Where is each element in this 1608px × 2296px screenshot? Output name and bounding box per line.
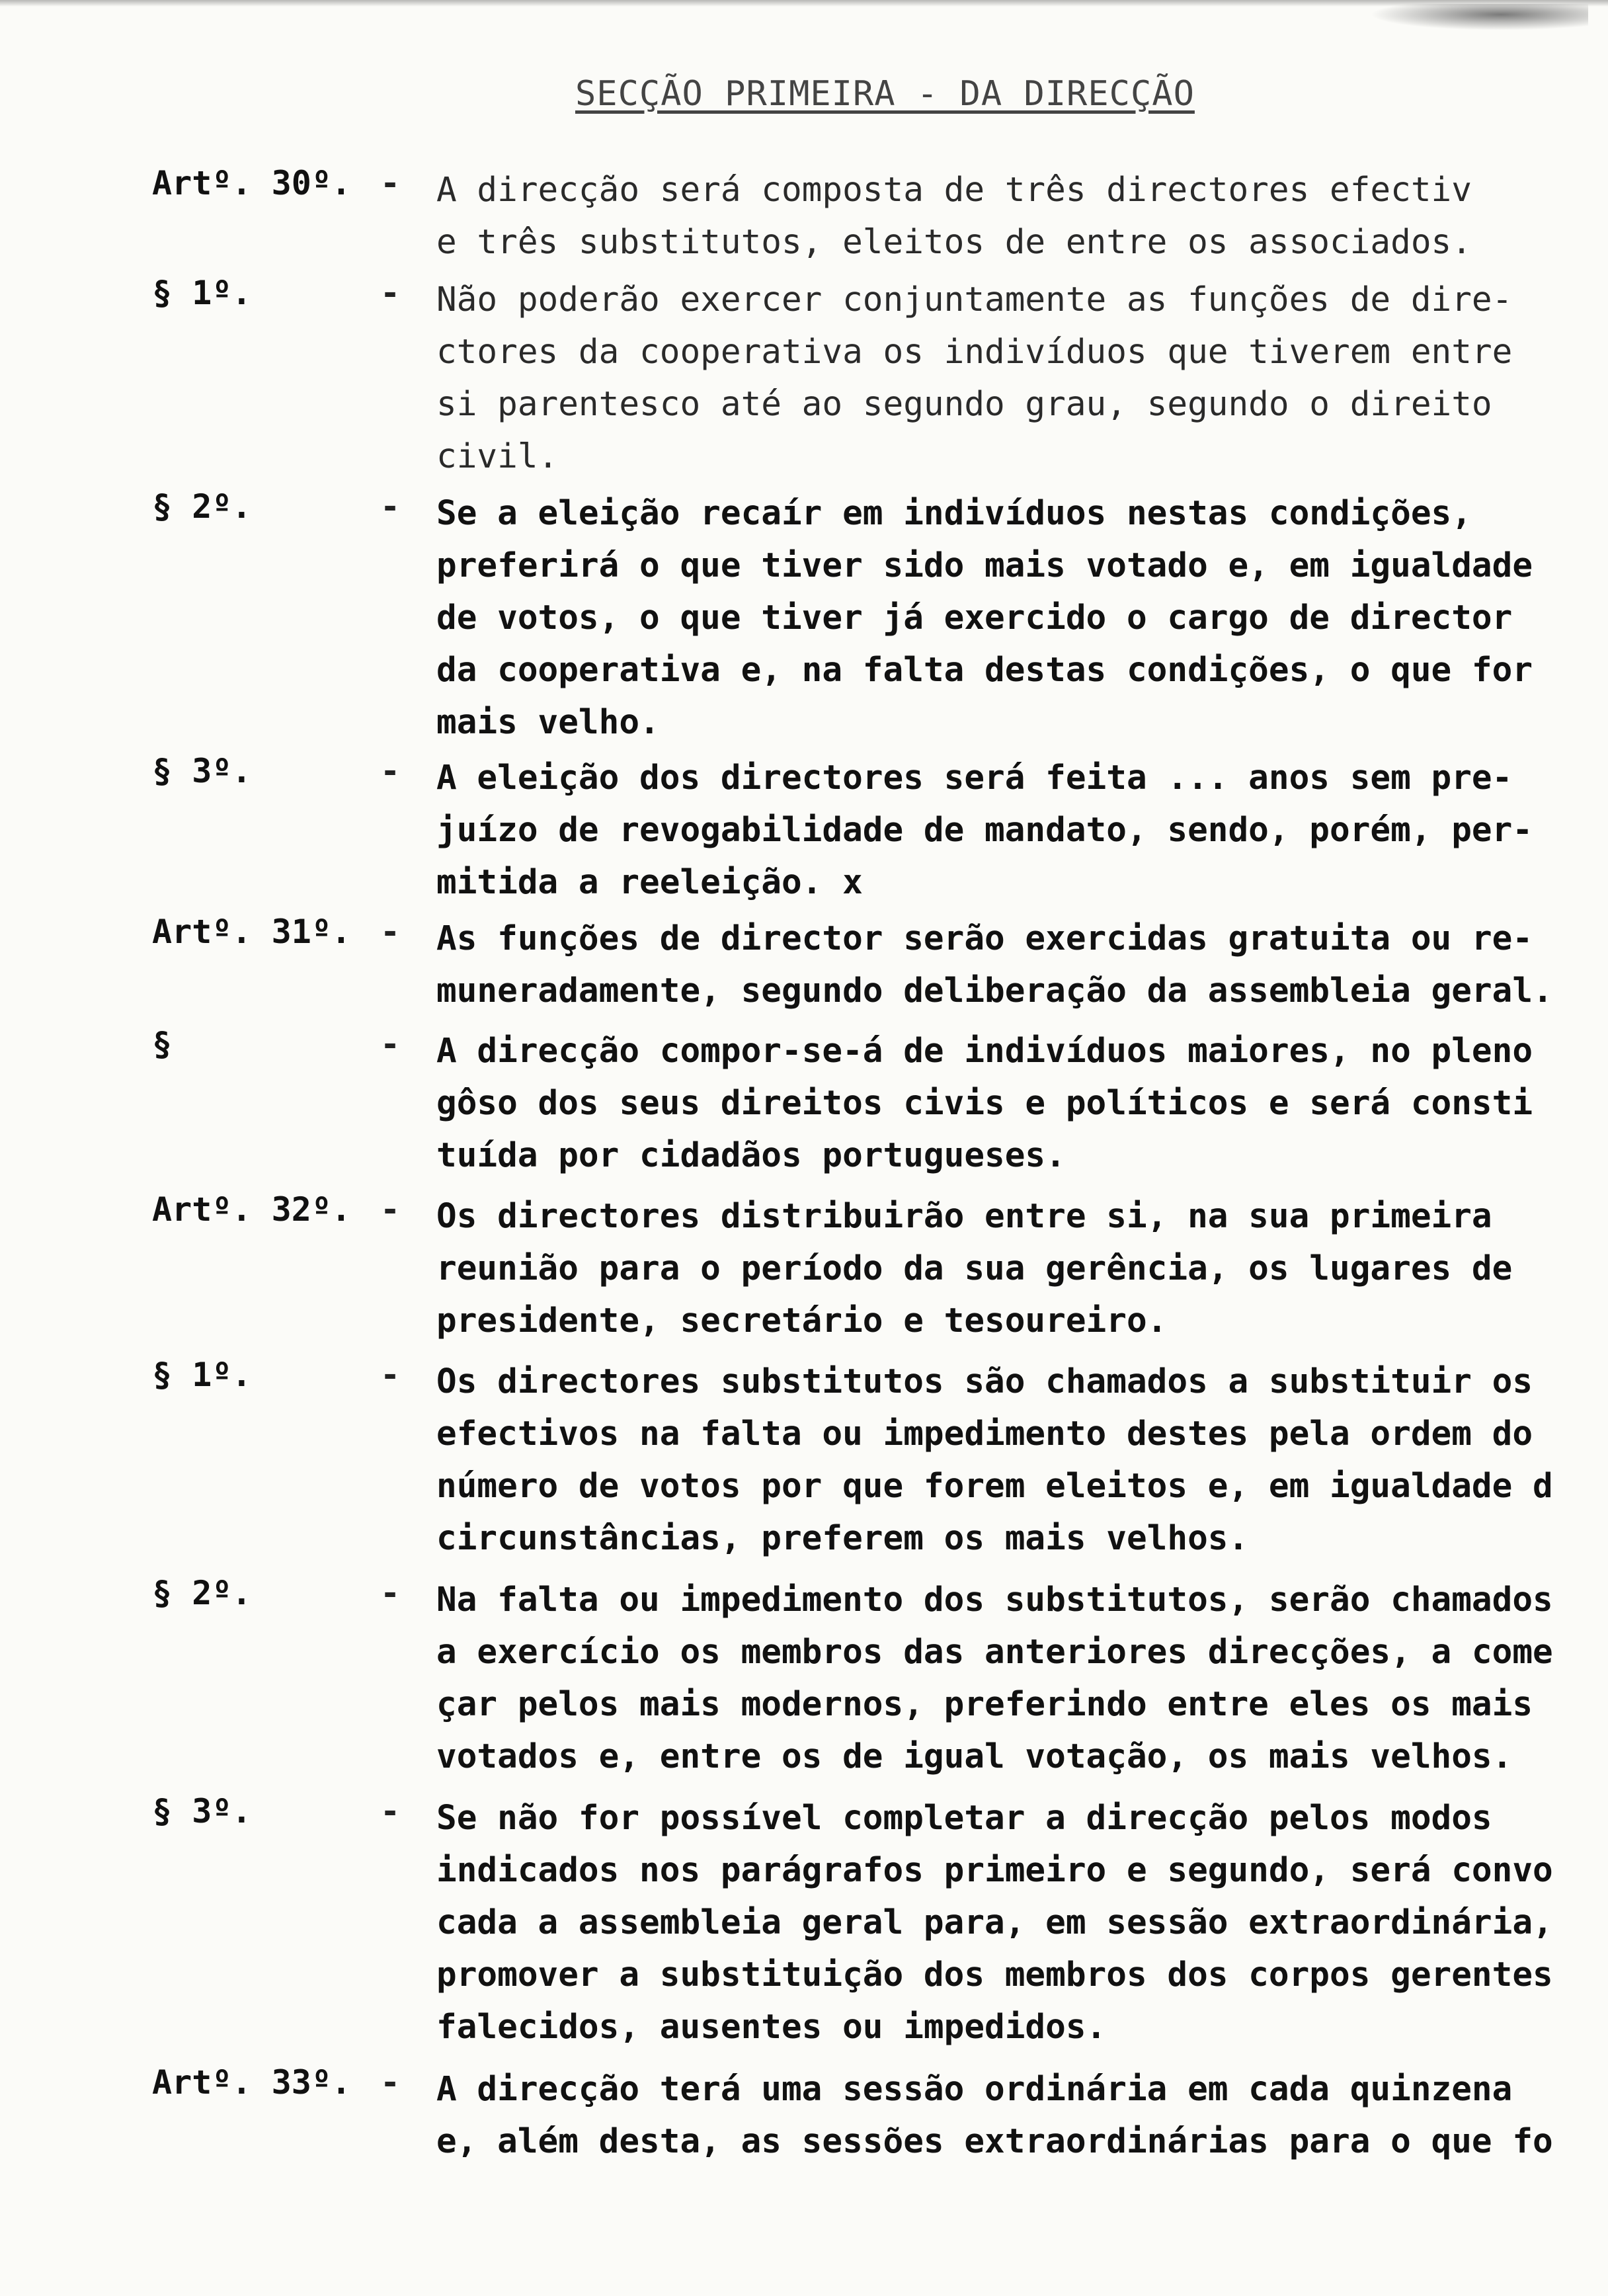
entry-text (436, 487, 1574, 749)
scan-top-edge (0, 0, 1608, 7)
text-line: muneradamente, segundo deliberação da assembleia geral. (436, 971, 1553, 1010)
entry-text (436, 1356, 1574, 1565)
text-line: civil. (436, 437, 559, 476)
text-line: número de votos por que forem eleitos e, em igualdade d (436, 1467, 1553, 1506)
entry-label: § 3º. (152, 1792, 252, 1830)
entry-dash: - (380, 752, 401, 790)
text-line: e três substitutos, eleitos de entre os associados. (436, 223, 1472, 262)
text-line: gôso dos seus direitos civis e políticos e será consti (436, 1084, 1533, 1123)
text-line: Os directores substitutos são chamados a substituir os (436, 1362, 1533, 1401)
entry-dash: - (380, 1190, 401, 1229)
text-line: çar pelos mais modernos, preferindo entre eles os mais (436, 1685, 1533, 1724)
entry-label: Artº. 31º. (152, 913, 352, 951)
text-line: juízo de revogabilidade de mandato, sendo, porém, per- (436, 811, 1533, 850)
entry-dash: - (380, 274, 401, 312)
scan-corner-smudge (1370, 4, 1588, 30)
entry-text (436, 1574, 1574, 1783)
entry-dash: - (380, 1574, 401, 1612)
text-line: A direcção compor-se-á de indivíduos maiores, no pleno (436, 1032, 1533, 1071)
text-line: promover a substituição dos membros dos corpos gerentes (436, 1955, 1553, 1994)
text-line: Os directores distribuirão entre si, na sua primeira (436, 1197, 1492, 1236)
text-line: da cooperativa e, na falta destas condições, o que for (436, 651, 1533, 690)
text-line: Se não for possível completar a direcção pelos modos (436, 1799, 1492, 1838)
text-line: mitida a reeleição. x (436, 863, 863, 902)
text-line: A direcção terá uma sessão ordinária em cada quinzena (436, 2070, 1513, 2109)
text-line: e, além desta, as sessões extraordinárias para o que fo (436, 2122, 1553, 2161)
text-line: a exercício os membros das anteriores direcções, a come (436, 1633, 1553, 1672)
text-line: tuída por cidadãos portugueses. (436, 1136, 1066, 1175)
entry-label: Artº. 33º. (152, 2063, 352, 2102)
entry-text (436, 164, 1574, 268)
text-line: Na falta ou impedimento dos substitutos, serão chamados (436, 1580, 1553, 1620)
text-line: A eleição dos directores será feita ... anos sem pre- (436, 758, 1513, 798)
text-line: Não poderão exercer conjuntamente as funções de dire- (436, 280, 1513, 319)
text-line: presidente, secretário e tesoureiro. (436, 1301, 1168, 1340)
entry-text (436, 752, 1574, 909)
entry-text (436, 913, 1574, 1017)
text-line: de votos, o que tiver já exercido o cargo de director (436, 598, 1513, 637)
entry-text (436, 1792, 1574, 2053)
text-line: As funções de director serão exercidas gratuita ou re- (436, 919, 1533, 958)
text-line: circunstâncias, preferem os mais velhos. (436, 1519, 1249, 1558)
entry-label: § 1º. (152, 274, 252, 312)
entry-text (436, 1025, 1574, 1182)
text-line: mais velho. (436, 703, 660, 742)
text-line: efectivos na falta ou impedimento destes pela ordem do (436, 1414, 1533, 1454)
text-line: preferirá o que tiver sido mais votado e, em igualdade (436, 546, 1533, 585)
text-line: A direcção será composta de três directores efectiv (436, 171, 1472, 210)
entry-label: § 2º. (152, 487, 252, 526)
entry-dash: - (380, 1025, 401, 1063)
text-line: falecidos, ausentes ou impedidos. (436, 2008, 1107, 2047)
entry-label: § 1º. (152, 1356, 252, 1394)
entry-text (436, 1190, 1574, 1347)
text-line: votados e, entre os de igual votação, os mais velhos. (436, 1737, 1513, 1776)
entry-label: § (152, 1025, 173, 1063)
entry-label: § 2º. (152, 1574, 252, 1612)
text-line: cada a assembleia geral para, em sessão extraordinária, (436, 1903, 1553, 1942)
entry-dash: - (380, 487, 401, 526)
entry-dash: - (380, 1356, 401, 1394)
entry-dash: - (380, 1792, 401, 1830)
entry-label: Artº. 32º. (152, 1190, 352, 1229)
entry-dash: - (380, 913, 401, 951)
entry-dash: - (380, 2063, 401, 2102)
section-heading: SECÇÃO PRIMEIRA - DA DIRECÇÃO (575, 74, 1195, 114)
entry-dash: - (380, 164, 401, 202)
entry-label: Artº. 30º. (152, 164, 352, 202)
entry-label: § 3º. (152, 752, 252, 790)
text-line: ctores da cooperativa os indivíduos que tiverem entre (436, 333, 1513, 372)
text-line: indicados nos parágrafos primeiro e segundo, será convo (436, 1851, 1553, 1890)
entry-text (436, 274, 1574, 483)
text-line: si parentesco até ao segundo grau, segundo o direito (436, 385, 1492, 424)
entry-text (436, 2063, 1574, 2168)
text-line: reunião para o período da sua gerência, os lugares de (436, 1249, 1513, 1288)
text-line: Se a eleição recaír em indivíduos nestas condições, (436, 494, 1472, 533)
